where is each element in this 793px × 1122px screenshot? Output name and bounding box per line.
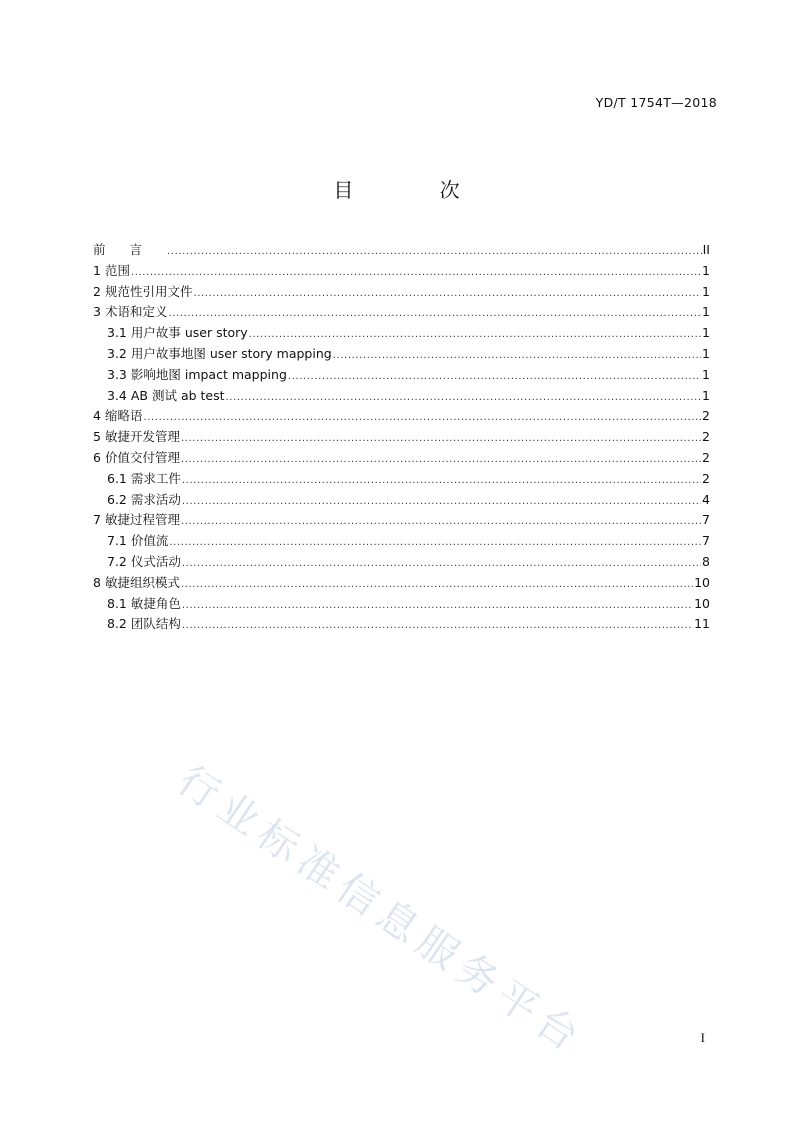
toc-entry-number: 3.3: [107, 366, 127, 382]
toc-entry-page: II: [702, 242, 710, 257]
toc-entry[interactable]: [93, 614, 710, 635]
toc-entry-label: [107, 614, 181, 635]
toc-entry-text: 敏捷角色: [130, 595, 181, 611]
toc-leader-dots: [167, 240, 702, 263]
toc-entry-number: 2: [93, 283, 101, 299]
toc-leader-dots: [181, 448, 701, 471]
toc-entry-text: AB 测试 ab test: [130, 387, 225, 403]
toc-entry-label: [107, 323, 248, 344]
toc-entry-page: 1: [702, 387, 710, 403]
toc-entry-label: [93, 573, 180, 594]
toc-entry-page: 1: [702, 304, 710, 320]
toc-entry[interactable]: [93, 552, 710, 573]
toc-entry-page: 2: [702, 408, 710, 424]
toc-entry-text: 用户故事地图 user story mapping: [130, 345, 332, 361]
toc-entry-label: [93, 406, 142, 427]
toc-entry[interactable]: [93, 510, 710, 531]
toc-entry-page: 2: [702, 470, 710, 486]
toc-entry[interactable]: [93, 448, 710, 469]
toc-entry-page: 1: [702, 366, 710, 382]
toc-entry-text: 仪式活动: [130, 553, 181, 569]
toc-entry-label: [107, 490, 181, 511]
toc-leader-dots: [333, 344, 701, 367]
toc-entry-text: 需求活动: [130, 491, 181, 507]
toc-entry[interactable]: [93, 490, 710, 511]
toc-entry-number: 3.2: [107, 345, 127, 361]
toc-leader-dots: [226, 386, 702, 409]
toc-entry-label: [107, 365, 287, 386]
toc-entry-text: 范围: [104, 262, 130, 278]
toc-leader-dots: [193, 282, 701, 305]
toc-entry[interactable]: [93, 323, 710, 344]
toc-entry-label: [93, 261, 130, 282]
toc-entry-number: 8: [93, 574, 101, 590]
toc-entry-label: [93, 510, 180, 531]
toc-entry-number: 6: [93, 449, 101, 465]
toc-entry-text: 价值流: [130, 533, 169, 549]
toc-entry-number: 7: [93, 512, 101, 528]
toc-entry-label: [93, 427, 180, 448]
toc-entry-page: 7: [702, 533, 710, 549]
toc-entry[interactable]: [93, 594, 710, 615]
toc-entry-page: 1: [702, 325, 710, 341]
toc-entry-number: 7.1: [107, 533, 127, 549]
toc-entry-page: 1: [702, 283, 710, 299]
toc-entry-label: [107, 594, 181, 615]
toc-leader-dots: [143, 406, 701, 429]
toc-entry-label: [107, 469, 181, 490]
toc-entry-number: 7.2: [107, 553, 127, 569]
toc-leader-dots: [182, 490, 701, 513]
toc-entry-number: 3.4: [107, 387, 127, 403]
toc-entry-page: 10: [694, 574, 710, 590]
toc-entry[interactable]: [93, 302, 710, 323]
toc-entry-text: 影响地图 impact mapping: [130, 366, 287, 382]
toc-entry-page: 8: [702, 553, 710, 569]
toc-entry-number: 4: [93, 408, 101, 424]
toc-leader-dots: [181, 573, 693, 596]
toc-entry-label: [93, 448, 180, 469]
toc-leader-dots: [169, 531, 701, 554]
toc-entry[interactable]: [93, 427, 710, 448]
toc-entry-text: 前言: [93, 242, 167, 257]
toc-entry-label: [93, 302, 167, 323]
toc-leader-dots: [131, 261, 701, 284]
toc-entry-label: [93, 240, 166, 261]
toc-leader-dots: [181, 427, 701, 450]
toc-entry-page: 10: [694, 595, 710, 611]
toc-entry-number: 8.2: [107, 616, 127, 632]
toc-title: 目 次: [333, 178, 500, 202]
toc-entry-page: 4: [702, 491, 710, 507]
toc-leader-dots: [182, 469, 701, 492]
toc-entry-text: 规范性引用文件: [104, 283, 193, 299]
toc-entry-text: 敏捷组织模式: [104, 574, 180, 590]
toc-leader-dots: [288, 365, 701, 388]
toc-entry-text: 术语和定义: [104, 304, 168, 320]
toc-entry-number: 1: [93, 262, 101, 278]
toc-leader-dots: [182, 614, 693, 637]
toc-entry-label: [107, 386, 225, 407]
page-number: I: [700, 1030, 705, 1045]
document-code: YD/T 1754T—2018: [595, 95, 717, 110]
toc-entry-number: 3.1: [107, 325, 127, 341]
toc-entry-number: 3: [93, 304, 101, 320]
toc-entry[interactable]: [93, 240, 710, 261]
toc-entry-page: 2: [702, 449, 710, 465]
toc-entry[interactable]: [93, 261, 710, 282]
toc-entry-text: 缩略语: [104, 408, 143, 424]
toc-entry-number: 5: [93, 429, 101, 445]
toc-entry-number: 8.1: [107, 595, 127, 611]
toc-entry-text: 价值交付管理: [104, 449, 180, 465]
toc-leader-dots: [168, 302, 701, 325]
toc-entry-label: [93, 282, 192, 303]
toc-entry-page: 2: [702, 429, 710, 445]
toc-leader-dots: [181, 510, 701, 533]
toc-leader-dots: [249, 323, 701, 346]
toc-entry-page: 7: [702, 512, 710, 528]
toc-entry[interactable]: [93, 531, 710, 552]
toc-entry-label: [107, 552, 181, 573]
toc-entry-number: 6.1: [107, 470, 127, 486]
toc-entry[interactable]: [93, 344, 710, 365]
watermark: 行业标准信息服务平台: [169, 757, 593, 1065]
toc-entry-text: 敏捷过程管理: [104, 512, 180, 528]
toc-entry-text: 敏捷开发管理: [104, 429, 180, 445]
toc-entry-text: 需求工件: [130, 470, 181, 486]
toc-leader-dots: [182, 594, 693, 617]
toc-entry-label: [107, 344, 332, 365]
toc-entry[interactable]: [93, 282, 710, 303]
table-of-contents: [93, 240, 710, 635]
toc-entry[interactable]: [93, 573, 710, 594]
toc-entry[interactable]: [93, 386, 710, 407]
toc-entry-number: 6.2: [107, 491, 127, 507]
toc-entry[interactable]: [93, 365, 710, 386]
toc-entry[interactable]: [93, 469, 710, 490]
toc-leader-dots: [182, 552, 701, 575]
toc-entry-page: 1: [702, 262, 710, 278]
toc-entry[interactable]: [93, 406, 710, 427]
toc-entry-page: 11: [694, 616, 710, 632]
toc-entry-page: 1: [702, 345, 710, 361]
toc-entry-text: 团队结构: [130, 616, 181, 632]
toc-entry-label: [107, 531, 168, 552]
toc-entry-text: 用户故事 user story: [130, 325, 248, 341]
